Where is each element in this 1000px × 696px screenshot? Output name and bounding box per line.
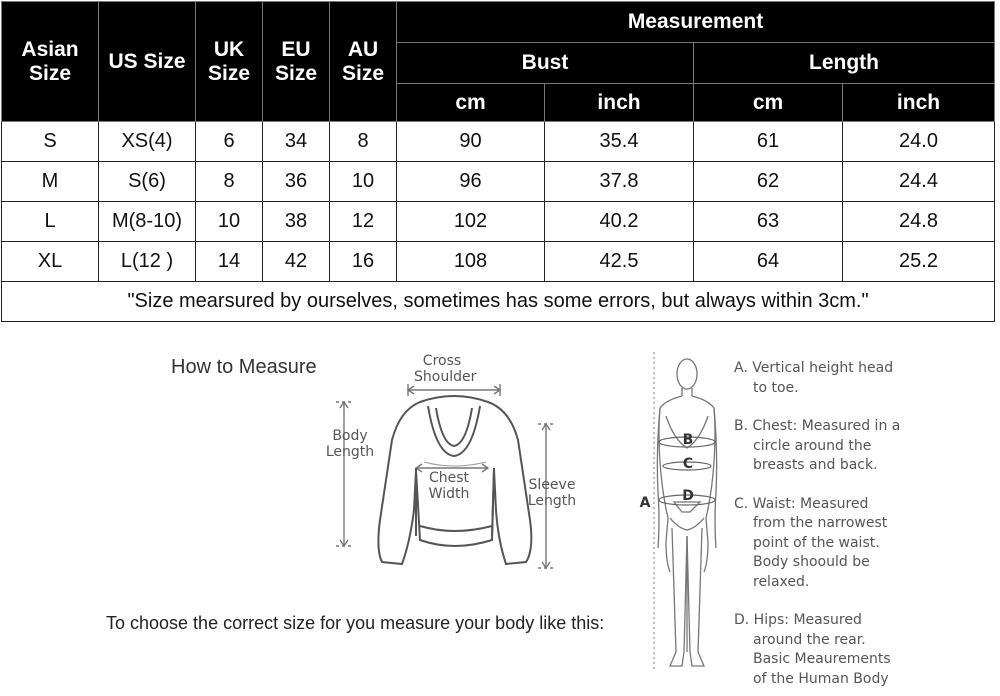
header-length-inch: inch (843, 84, 995, 122)
label-chest-width-line1: Chest (428, 470, 470, 486)
note-c-line1: C. Waist: Measured (734, 495, 869, 512)
size-chart-table (1, 1, 995, 322)
note-c-line2: from the narrowest (753, 515, 888, 531)
cell-uk: 8 (196, 162, 263, 202)
cell-bust-cm: 108 (397, 242, 545, 282)
body-label-c: C (682, 456, 694, 472)
cell-length-inch: 24.4 (843, 162, 995, 202)
note-c-line4: Body shoould be (753, 554, 870, 570)
note-b-line3: breasts and back. (753, 457, 878, 473)
note-b-line2: circle around the (753, 437, 872, 454)
cell-length-cm: 64 (694, 242, 843, 282)
cell-length-cm: 62 (694, 162, 843, 202)
label-sleeve-length (524, 477, 580, 509)
label-body-length (322, 428, 378, 460)
cell-us: M(8-10) (99, 202, 196, 242)
header-uk-size: UK Size (196, 2, 263, 122)
cell-au: 12 (330, 202, 397, 242)
cell-bust-inch: 40.2 (545, 202, 694, 242)
cell-asian: XL (2, 242, 99, 282)
cell-length-inch: 24.8 (843, 202, 995, 242)
note-a-line2: to toe. (753, 379, 799, 396)
cell-eu: 34 (263, 122, 330, 162)
label-body-length-line1: Body (332, 428, 368, 444)
note-d-line2: around the rear. (753, 631, 866, 648)
note-b (734, 417, 924, 476)
cell-au: 8 (330, 122, 397, 162)
table-row (2, 242, 995, 282)
header-au-size: AU Size (330, 2, 397, 122)
header-measurement: Measurement (397, 2, 995, 43)
header-asian-size: Asian Size (2, 2, 99, 122)
body-figure-diagram (630, 352, 730, 696)
cell-eu: 42 (263, 242, 330, 282)
header-length-cm: cm (694, 84, 843, 122)
table-row (2, 162, 995, 202)
cell-us: S(6) (99, 162, 196, 202)
cell-eu: 36 (263, 162, 330, 202)
body-label-b: B (682, 432, 694, 448)
cell-au: 16 (330, 242, 397, 282)
size-note: "Size mearsured by ourselves, sometimes has some errors, but always within 3cm." (2, 282, 995, 322)
cell-bust-cm: 90 (397, 122, 545, 162)
cell-uk: 6 (196, 122, 263, 162)
label-chest-width (424, 470, 474, 502)
body-label-d: D (682, 488, 694, 504)
label-body-length-line2: Length (325, 444, 375, 460)
table-row (2, 202, 995, 242)
cell-asian: M (2, 162, 99, 202)
label-cross-shoulder-line1: Cross (422, 353, 462, 369)
header-length: Length (694, 43, 995, 84)
label-sleeve-length-line2: Length (527, 493, 577, 509)
cell-length-cm: 61 (694, 122, 843, 162)
cell-uk: 14 (196, 242, 263, 282)
header-bust-cm: cm (397, 84, 545, 122)
cell-us: XS(4) (99, 122, 196, 162)
cell-bust-inch: 35.4 (545, 122, 694, 162)
note-b-line1: B. Chest: Measured in a (734, 418, 901, 434)
choose-size-instruction: To choose the correct size for you measure your body like this: (106, 613, 605, 633)
label-cross-shoulder-line2: Shoulder (414, 369, 477, 385)
cell-length-inch: 24.0 (843, 122, 995, 162)
cell-bust-inch: 37.8 (545, 162, 694, 202)
note-d-line4: of the Human Body (753, 670, 889, 687)
header-bust: Bust (397, 43, 694, 84)
measurement-notes (734, 359, 924, 689)
cell-uk: 10 (196, 202, 263, 242)
header-bust-inch: inch (545, 84, 694, 122)
body-label-a: A (639, 495, 651, 511)
cell-au: 10 (330, 162, 397, 202)
how-to-measure-title: How to Measure (171, 356, 317, 378)
header-eu-size: EU Size (263, 2, 330, 122)
note-a-line1: A. Vertical height head (734, 360, 894, 376)
note-d-line3: Basic Meaurements (753, 651, 891, 667)
cell-eu: 38 (263, 202, 330, 242)
label-cross-shoulder (414, 353, 477, 385)
cell-length-inch: 25.2 (843, 242, 995, 282)
cell-bust-cm: 96 (397, 162, 545, 202)
note-c (734, 495, 924, 593)
cell-bust-cm: 102 (397, 202, 545, 242)
note-a (734, 359, 924, 398)
note-c-line3: point of the waist. (753, 534, 880, 551)
cell-asian: S (2, 122, 99, 162)
note-c-line5: relaxed. (753, 573, 810, 590)
table-row (2, 122, 995, 162)
cell-length-cm: 63 (694, 202, 843, 242)
cell-us: L(12 ) (99, 242, 196, 282)
note-row (2, 282, 995, 322)
cell-bust-inch: 42.5 (545, 242, 694, 282)
cell-asian: L (2, 202, 99, 242)
header-us-size: US Size (99, 2, 196, 122)
note-d (734, 611, 924, 689)
note-d-line1: D. Hips: Measured (734, 612, 862, 628)
label-sleeve-length-line1: Sleeve (528, 477, 576, 493)
label-chest-width-line2: Width (428, 486, 470, 502)
